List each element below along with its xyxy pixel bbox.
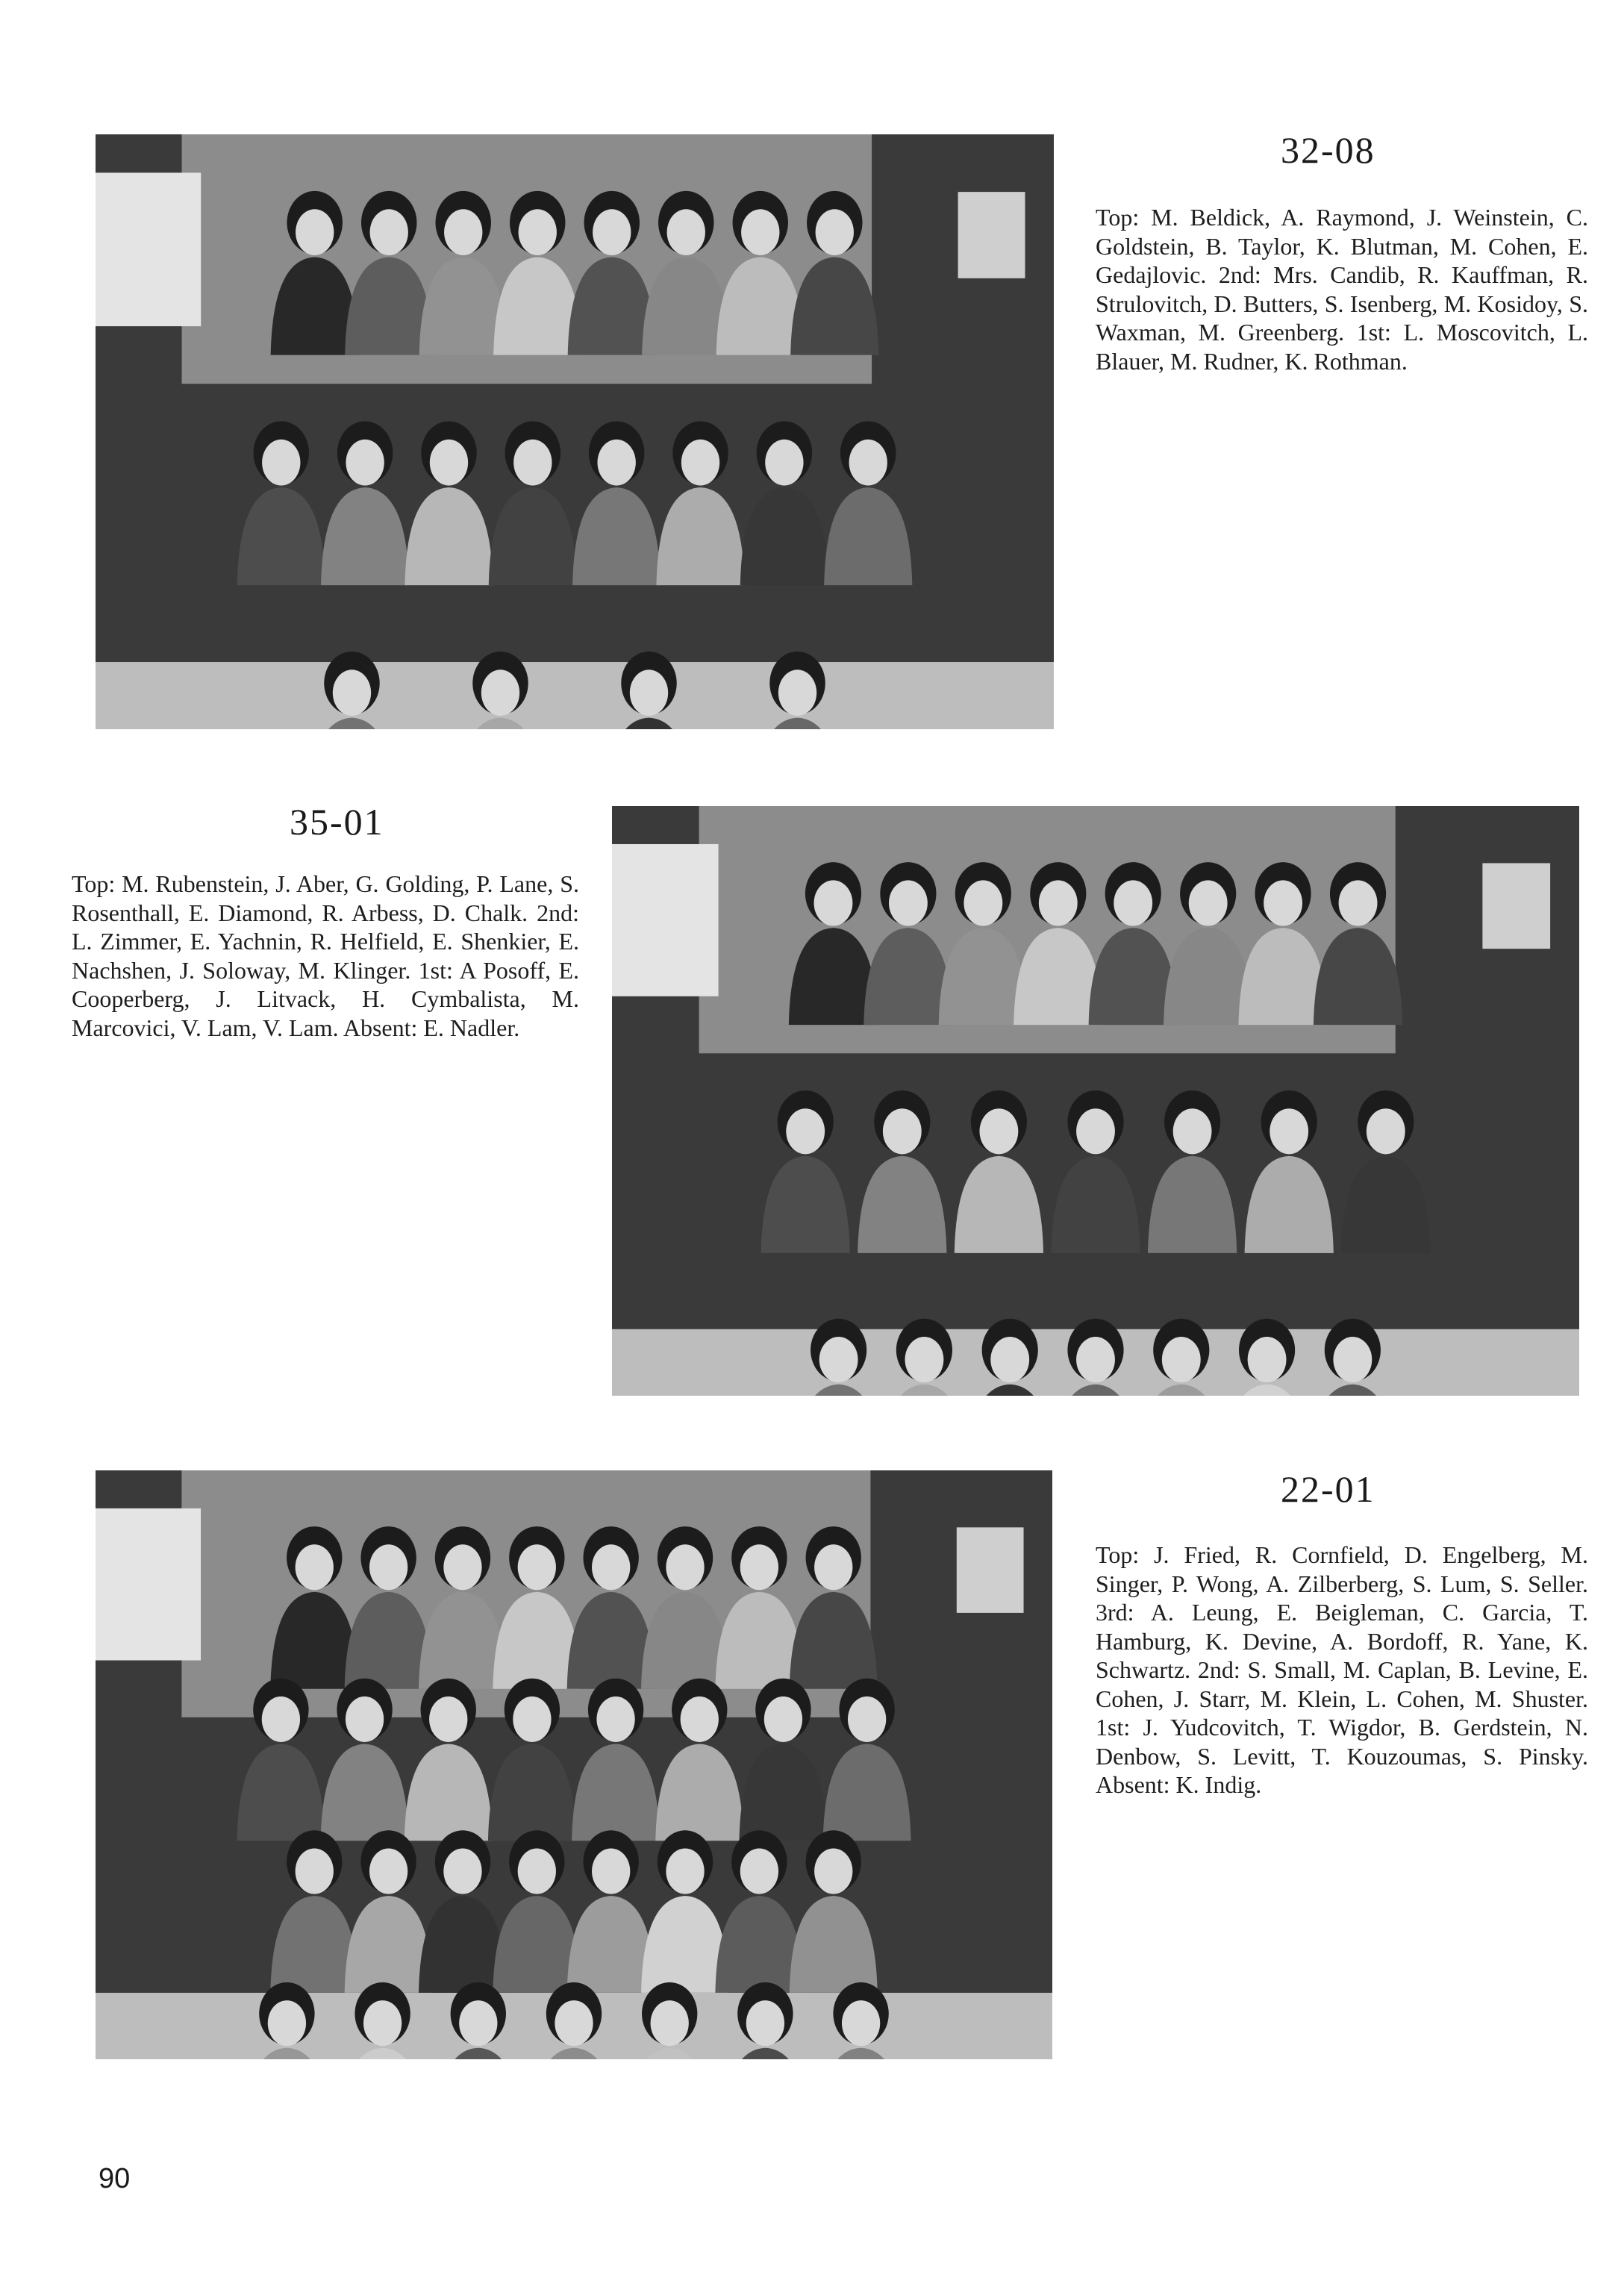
person-face [889, 880, 928, 926]
person-face [592, 1848, 630, 1894]
person-face [666, 1848, 704, 1894]
person-face [778, 670, 816, 716]
person-face [518, 1544, 556, 1590]
person-face [746, 2000, 784, 2046]
person-face [1248, 1337, 1287, 1382]
person-face [1189, 880, 1228, 926]
class-photo-22-01 [96, 1470, 1052, 2059]
person-face [990, 1337, 1029, 1382]
person-face [346, 440, 384, 486]
person-face [596, 1697, 634, 1742]
class-heading-32-08: 32-08 [1281, 129, 1375, 171]
person-face [1162, 1337, 1201, 1382]
person-face [262, 1697, 300, 1742]
person-face [296, 209, 334, 255]
person-face [555, 2000, 593, 2046]
person-face [429, 1697, 467, 1742]
person-face [592, 1544, 630, 1590]
person-face [459, 2000, 497, 2046]
person-face [262, 440, 300, 486]
page-number: 90 [99, 2163, 131, 2194]
person-face [346, 1697, 384, 1742]
person-face [1339, 880, 1378, 926]
person-face [651, 2000, 689, 2046]
person-face [593, 209, 631, 255]
person-face [1076, 1108, 1115, 1154]
person-face [883, 1108, 922, 1154]
person-face [513, 1697, 551, 1742]
person-face [296, 1544, 334, 1590]
person-face [1367, 1108, 1405, 1154]
person-face [819, 1337, 858, 1382]
person-face [740, 1848, 778, 1894]
person-face [333, 670, 371, 716]
person-face [597, 440, 635, 486]
person-face [979, 1108, 1018, 1154]
person-face [741, 209, 779, 255]
person-face [1039, 880, 1078, 926]
person-face [765, 440, 803, 486]
photo-image [612, 806, 1579, 1396]
class-heading-35-01: 35-01 [290, 801, 384, 843]
person-face [1076, 1337, 1115, 1382]
person-face [519, 209, 557, 255]
photo-image [96, 1470, 1052, 2059]
class-photo-35-01 [612, 806, 1579, 1396]
person-face [667, 209, 705, 255]
person-face [681, 1697, 719, 1742]
person-face [681, 440, 719, 486]
person-face [1114, 880, 1152, 926]
person-face [513, 440, 552, 486]
person-face [740, 1544, 778, 1590]
person-face [430, 440, 468, 486]
person-face [814, 880, 853, 926]
class-photo-32-08 [96, 134, 1054, 729]
person-face [370, 209, 408, 255]
person-face [764, 1697, 802, 1742]
person-face [1333, 1337, 1372, 1382]
person-face [444, 209, 482, 255]
person-face [1264, 880, 1302, 926]
person-face [363, 2000, 402, 2046]
person-face [268, 2000, 306, 2046]
class-caption-32-08: Top: M. Beldick, A. Raymond, J. Weinstein, C. Goldstein, B. Taylor, K. Blutman, M. Cohen, E. Gedajlovic. 2nd: Mrs. Candib, R. Kauffman, R. Strulovitch, D. Butters, S. Isenberg, M. Kosidoy, S. Waxman, M. Greenberg. 1st: L. Moscovitch, L. Blauer, M. Rudner, K. Rothman. [1096, 204, 1588, 375]
person-face [369, 1544, 407, 1590]
person-face [842, 2000, 880, 2046]
person-face [786, 1108, 825, 1154]
person-face [814, 1848, 852, 1894]
class-heading-22-01: 22-01 [1281, 1468, 1375, 1510]
person-face [848, 1697, 886, 1742]
person-face [296, 1848, 334, 1894]
person-face [666, 1544, 704, 1590]
class-caption-35-01: Top: M. Rubenstein, J. Aber, G. Golding, P. Lane, S. Rosenthall, E. Diamond, R. Arbess, D. Chalk. 2nd: L. Zimmer, E. Yachnin, R. Helfield, E. Shenkier, E. Nachshen, J. Soloway, M. Klinger. 1st: A Posoff, E. Cooperberg, J. Litvack, H. Cymbalista, M. Marcovici, V. Lam, V. Lam. Absent: E. Nadler. [72, 870, 579, 1041]
person-face [1269, 1108, 1308, 1154]
person-face [849, 440, 887, 486]
person-face [1173, 1108, 1212, 1154]
class-caption-22-01: Top: J. Fried, R. Cornfield, D. Engelberg, M. Singer, P. Wong, A. Zilberberg, S. Lum, S. Seller. 3rd: A. Leung, E. Beigleman, C. Garcia, T. Hamburg, K. Devine, A. Bordoff, R. Yane, K. Schwartz. 2nd: S. Small, M. Caplan, B. Levine, E. Cohen, J. Starr, M. Klein, L. Cohen, M. Shuster. 1st: J. Yudcovitch, T. Wigdor, B. Gerdstein, N. Denbow, S. Levitt, T. Kouzoumas, S. Pinsky. Absent: K. Indig. [1096, 1541, 1588, 1798]
person-face [443, 1848, 481, 1894]
person-face [964, 880, 1002, 926]
person-face [816, 209, 854, 255]
person-face [905, 1337, 944, 1382]
person-face [443, 1544, 481, 1590]
person-face [481, 670, 519, 716]
person-face [518, 1848, 556, 1894]
person-face [630, 670, 668, 716]
person-face [814, 1544, 852, 1590]
person-face [369, 1848, 407, 1894]
photo-image [96, 134, 1054, 729]
